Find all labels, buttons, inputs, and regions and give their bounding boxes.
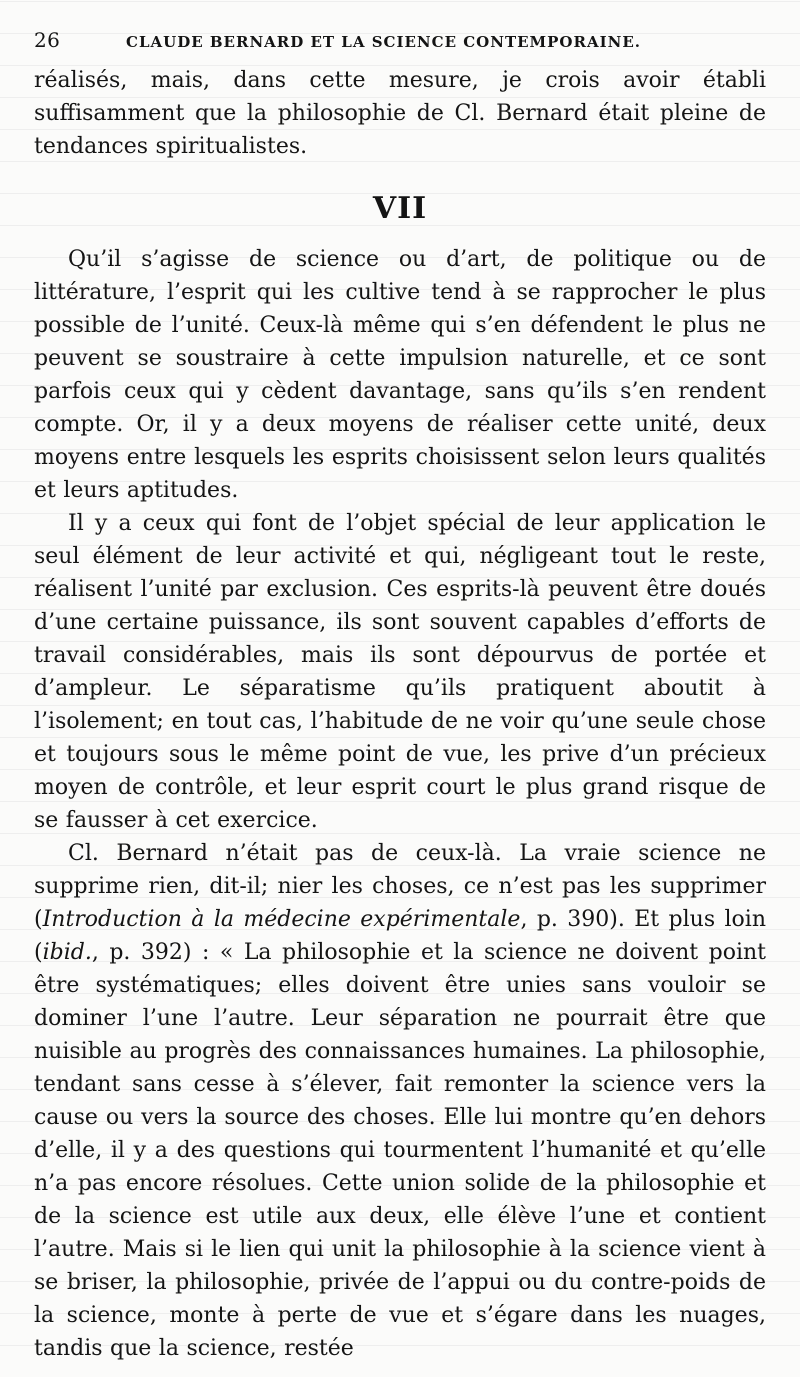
paragraph-bernard-quote [34,837,766,1365]
quote-text-middle: , p. 390). Et plus loin ( [34,907,766,965]
paragraph-unity: Qu’il s’agisse de science ou d’art, de politique ou de littérature, l’esprit qui les cultive tend à se rapprocher le plus possible de l’unité. Ceux-là même qui s’en défendent le plus ne peuvent se soustraire à cette impulsion naturelle, et ce sont parfois ceux qui y cèdent davantage, sans qu’ils s’en rendent compte. Or, il y a deux moyens de réaliser cette unité, deux moyens entre lesquels les esprits choisissent selon leurs qualités et leurs aptitudes. [34,247,766,503]
ibid-reference: ibid. [42,940,92,965]
work-title: Introduction à la médecine expérimentale [42,907,521,932]
page-header [34,28,766,62]
paragraph-exclusion: Il y a ceux qui font de l’objet spécial de leur application le seul élément de leur activité et qui, négligeant tout le reste, réalisent l’unité par exclusion. Ces esprits-là peuvent être doués d’une certaine puissance, ils sont souvent capables d’efforts de travail considérables, mais ils sont dépourvus de portée et d’ampleur. Le séparatisme qu’ils pratiquent aboutit à l’isolement; en tout cas, l’habitude de ne voir qu’une seule chose et toujours sous le même point de vue, les prive d’un précieux moyen de contrôle, et leur esprit court le plus grand risque de se fausser à cet exercice. [34,511,766,833]
running-head: CLAUDE BERNARD ET LA SCIENCE CONTEMPORAINE. [126,33,641,51]
quote-text-after-ibid: , p. 392) : « La philosophie et la science ne doivent point être systématiques; elles doivent être unies sans vouloir se dominer l’une l’autre. Leur séparation ne pourrait être que nuisible au progrès des connaissances humaines. La philosophie, tendant sans cesse à s’élever, fait remonter la science vers la cause ou vers la source des choses. Elle lui montre qu’en dehors d’elle, il y a des questions qui tourmentent l’humanité et qu’elle n’a pas encore résolues. Cette union solide de la philosophie et de la science est utile aux deux, elle élève l’une et contient l’autre. Mais si le lien qui unit la philosophie à la science vient à se briser, la philosophie, privée de l’appui ou du contre-poids de la science, monte à perte de vue et s’égare dans les nuages, tandis que la science, restée [34,940,766,1361]
continuation-paragraph: réalisés, mais, dans cette mesure, je crois avoir établi suffisamment que la philosophie de Cl. Bernard était pleine de tendances spiritualistes. [34,68,766,159]
section-title: VII [372,191,428,226]
page-number: 26 [34,28,61,52]
page-body [34,64,766,1365]
quote-text-before-title: Cl. Bernard n’était pas de ceux-là. La vraie science ne supprime rien, dit-il; nier les choses, ce n’est pas les supprimer ( [34,841,766,932]
